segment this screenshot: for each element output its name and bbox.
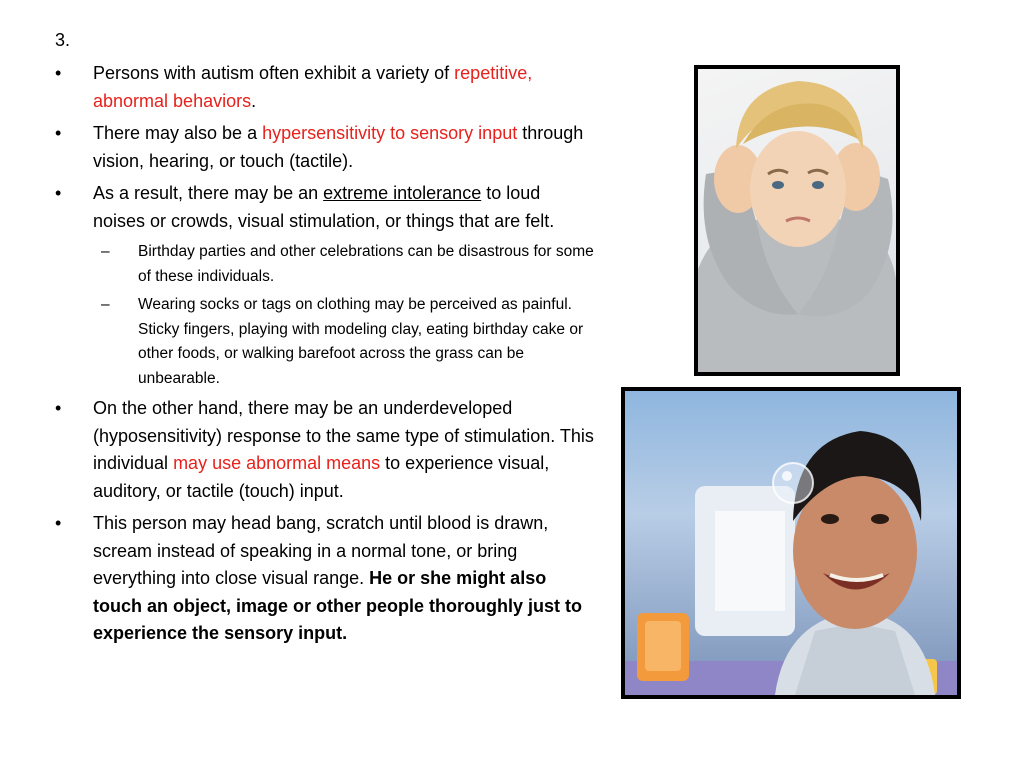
sub-bullet-2 [55, 293, 595, 391]
bullet-3 [55, 180, 595, 235]
photo-boy-covering-ears [694, 65, 900, 376]
bullet-text: There may also be a [93, 123, 263, 143]
bullet-text: As a result, there may be an [93, 183, 324, 203]
bullet-text: to loud noises or crowds, visual stimulation, or things that are felt. [93, 183, 555, 231]
photo-boy-with-bubble [621, 387, 961, 699]
bullet-text: . [251, 90, 257, 111]
sub-bullet-text: Wearing socks or tags on clothing may be perceived as painful. Sticky fingers, playing with modeling clay, eating birthday cake or other foods, or walking barefoot across the grass can be unbearable. [138, 296, 584, 387]
bullet-marker: • [55, 63, 62, 83]
slide-number: 3. [55, 30, 71, 50]
underlined-text: extreme intolerance [323, 183, 482, 203]
dash-marker: – [101, 296, 110, 313]
bullet-2 [55, 120, 595, 175]
bullet-list [55, 60, 595, 653]
bullet-marker: • [55, 123, 62, 143]
bullet-text: On the other hand, there may be an underdeveloped (hyposensitivity) response to the same type of stimulation. This individual [93, 398, 594, 473]
bullet-marker: • [55, 398, 62, 418]
bold-text: He or she might also touch an object, image or other people thoroughly just to experience the sensory input. [93, 568, 583, 643]
highlight-text: repetitive, abnormal behaviors [93, 63, 533, 111]
bullet-marker: • [55, 183, 62, 203]
bullet-marker: • [55, 513, 62, 533]
sub-bullet-1 [55, 240, 595, 289]
boy-illustration [698, 69, 896, 372]
dash-marker: – [101, 243, 110, 260]
sub-bullet-text: Birthday parties and other celebrations can be disastrous for some of these individuals. [138, 243, 594, 285]
bullet-text: Persons with autism often exhibit a variety of [93, 63, 455, 83]
boy-bubble-illustration [625, 391, 957, 695]
bullet-text: to experience visual, auditory, or tactile (touch) input. [93, 453, 550, 501]
bullet-4 [55, 395, 595, 505]
highlight-text: may use abnormal means [173, 453, 381, 473]
highlight-text: hypersensitivity to sensory input [262, 123, 518, 143]
bullet-5 [55, 510, 595, 648]
bullet-text: This person may head bang, scratch until blood is drawn, scream instead of speaking in a normal tone, or bring everything into close visual range. [93, 513, 549, 588]
bullet-1 [55, 60, 595, 115]
bullet-text: through vision, hearing, or touch (tactile). [93, 123, 584, 171]
